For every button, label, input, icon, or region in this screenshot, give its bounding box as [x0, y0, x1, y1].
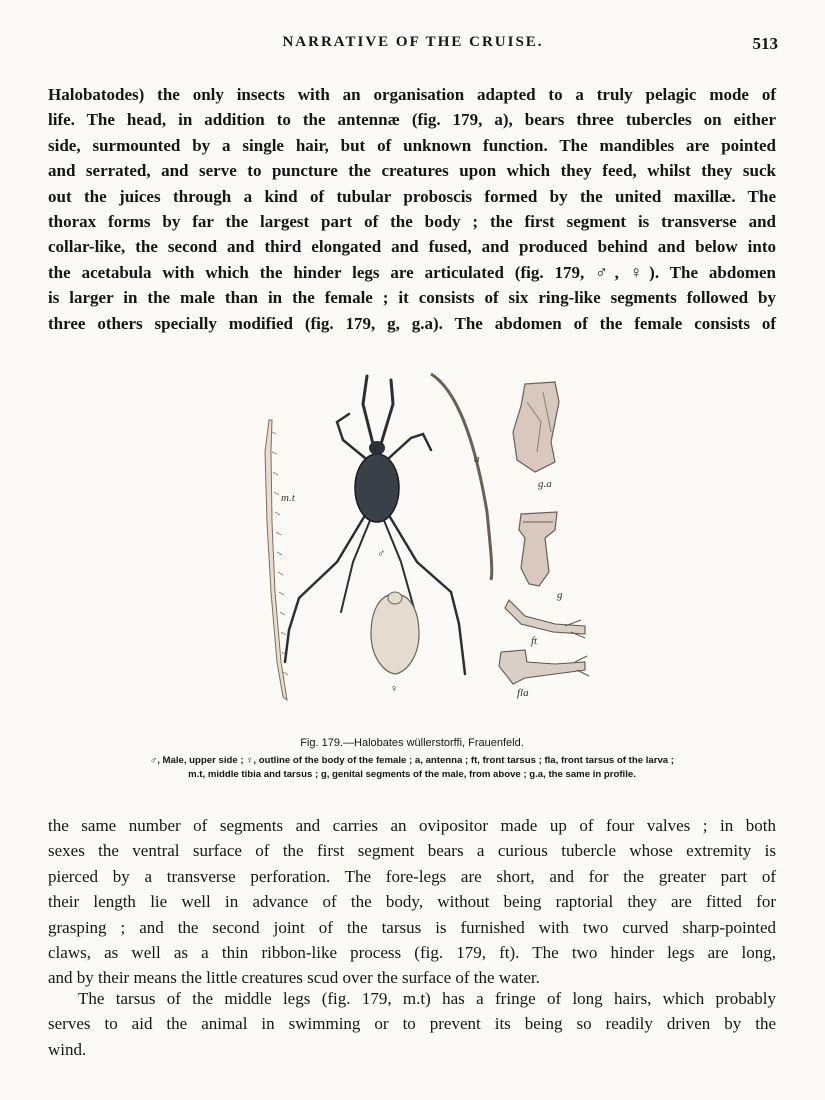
figure-caption-line-2: m.t, middle tibia and tarsus ; g, genital segments of the male, from above ; g.a, the same in profile.	[188, 769, 636, 780]
label-female: ♀	[390, 683, 399, 695]
text-line: and serrated, and serve to puncture the creatures upon which they feed, whilst they suck	[48, 161, 776, 181]
text-line: out the juices through a kind of tubular proboscis formed by the united maxillæ. The	[48, 186, 776, 206]
paragraph-3	[48, 986, 776, 1062]
female-outline-drawing	[371, 592, 419, 674]
text-line: side, surmounted by a single hair, but of unknown function. The mandibles are pointed	[48, 135, 776, 155]
text-line: wind.	[48, 1039, 87, 1059]
text-line: sexes the ventral surface of the first segment bears a curious tubercle whose extremity is	[48, 841, 776, 861]
figure-179-illustration	[255, 362, 595, 722]
paragraph-2	[48, 813, 776, 991]
page-number: 513	[752, 34, 778, 53]
running-head-title: NARRATIVE OF THE CRUISE.	[282, 34, 544, 50]
text-line: thorax forms by far the largest part of the body ; the first segment is transverse and	[48, 212, 776, 232]
text-line: claws, as well as a thin ribbon-like process (fig. 179, ft). The two hinder legs are long,	[48, 943, 776, 963]
genital-above-drawing	[519, 512, 557, 586]
text-line: is larger in the male than in the female ; it consists of six ring-like segments followed by	[48, 288, 776, 308]
label-ft: ft	[531, 635, 538, 647]
text-line: and by their means the little creatures scud over the surface of the water.	[48, 968, 540, 988]
text-line: life. The head, in addition to the antennæ (fig. 179, a), bears three tubercles on either	[48, 110, 776, 130]
antenna-drawing	[431, 374, 492, 580]
text-line: collar-like, the second and third elongated and fused, and produced behind and below into	[48, 237, 776, 257]
label-fla: fla	[517, 687, 529, 699]
label-ga: g.a	[538, 478, 552, 490]
label-g: g	[557, 589, 563, 601]
male-body	[355, 454, 399, 522]
text-line: pierced by a transverse perforation. The fore-legs are short, and for the greater part of	[48, 866, 776, 886]
label-a: a	[474, 453, 480, 465]
running-head	[48, 34, 778, 56]
front-tarsus-drawing	[505, 600, 585, 638]
text-line: three others specially modified (fig. 179, g, g.a). The abdomen of the female consists of	[48, 313, 776, 333]
text-line: their length lie well in advance of the body, without being raptorial they are fitted for	[48, 892, 776, 912]
text-line: the same number of segments and carries an ovipositor made up of four valves ; in both	[48, 816, 776, 835]
label-male: ♂	[377, 548, 386, 560]
genital-profile-drawing	[513, 382, 559, 472]
halobates-illustration	[255, 362, 595, 722]
text-line: grasping ; and the second joint of the tarsus is furnished with two curved sharp-pointed	[48, 917, 776, 937]
figure-caption-title: Fig. 179.—Halobates wüllerstorffi, Frauenfeld.	[300, 737, 524, 749]
text-line: the acetabula with which the hinder legs are articulated (fig. 179, ♂, ♀). The abdomen	[48, 262, 776, 282]
text-line: Halobatodes) the only insects with an organisation adapted to a truly pelagic mode of	[48, 85, 776, 104]
text-line: The tarsus of the middle legs (fig. 179, m.t) has a fringe of long hairs, which probably	[78, 989, 776, 1008]
male-head	[369, 441, 385, 455]
label-mt: m.t	[281, 492, 295, 504]
paragraph-1	[48, 82, 776, 336]
larva-tarsus-drawing	[499, 650, 589, 684]
figure-caption-line-1: ♂, Male, upper side ; ♀, outline of the body of the female ; a, antenna ; ft, front tarsus ; fla, front tarsus of the larva ;	[150, 755, 674, 766]
text-line: serves to aid the animal in swimming or to prevent its being so readily driven by the	[48, 1014, 776, 1034]
